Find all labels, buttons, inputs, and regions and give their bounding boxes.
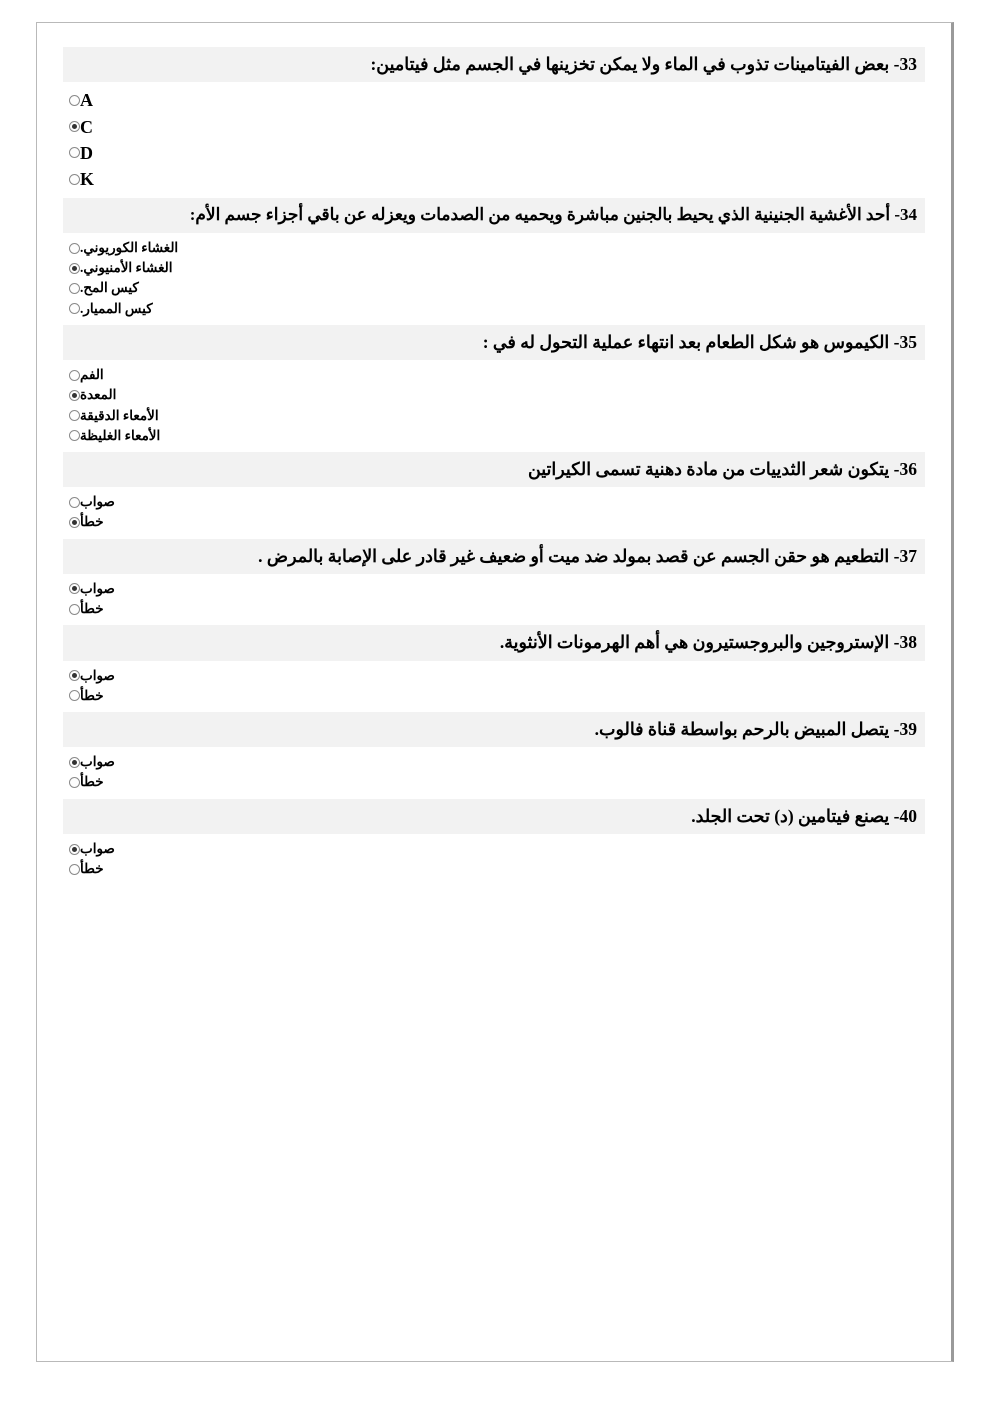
option-row[interactable] (63, 385, 925, 405)
option-group (63, 661, 925, 710)
option-label: المعدة (80, 387, 117, 403)
option-row[interactable] (63, 299, 925, 319)
radio-button-icon[interactable] (69, 303, 80, 314)
radio-button-icon[interactable] (69, 583, 80, 594)
option-label: A (80, 90, 93, 111)
radio-button-icon[interactable] (69, 390, 80, 401)
question-block (63, 799, 925, 884)
question-block (63, 712, 925, 797)
document-page (36, 22, 954, 1362)
option-label: الأمعاء الغليظة (80, 427, 161, 443)
radio-button-icon[interactable] (69, 174, 80, 185)
radio-button-icon[interactable] (69, 757, 80, 768)
option-label: صواب (80, 494, 115, 510)
option-row[interactable] (63, 666, 925, 686)
question-number: 38- (893, 632, 917, 653)
radio-button-icon[interactable] (69, 243, 80, 254)
question-text: أحد الأغشية الجنينية الذي يحيط بالجنين مباشرة ويحميه من الصدمات ويعزله عن باقي أجزاء جسم الأم: (189, 205, 891, 225)
option-label: C (80, 116, 93, 137)
option-label: كيس المح. (80, 280, 139, 296)
radio-button-icon[interactable] (69, 410, 80, 421)
option-row[interactable] (63, 140, 925, 166)
question-block (63, 198, 925, 322)
question-block (63, 47, 925, 196)
radio-button-icon[interactable] (69, 690, 80, 701)
question-text: بعض الفيتامينات تذوب في الماء ولا يمكن تخزينها في الجسم مثل فيتامين: (370, 54, 890, 74)
option-row[interactable] (63, 839, 925, 859)
radio-button-icon[interactable] (69, 670, 80, 681)
question-header (63, 47, 925, 82)
option-label: كيس المميار. (80, 300, 153, 316)
question-number: 34- (894, 205, 917, 225)
option-label: الفم (80, 367, 104, 383)
option-row[interactable] (63, 859, 925, 879)
question-block (63, 625, 925, 710)
option-row[interactable] (63, 166, 925, 192)
option-label: صواب (80, 840, 115, 856)
option-group (63, 834, 925, 883)
question-header (63, 799, 925, 834)
option-row[interactable] (63, 278, 925, 298)
option-row[interactable] (63, 406, 925, 426)
option-row[interactable] (63, 752, 925, 772)
question-header (63, 625, 925, 660)
option-row[interactable] (63, 426, 925, 446)
radio-button-icon[interactable] (69, 517, 80, 528)
radio-button-icon[interactable] (69, 604, 80, 615)
option-label: صواب (80, 667, 115, 683)
option-group (63, 487, 925, 536)
questions-list (37, 23, 951, 895)
question-text: التطعيم هو حقن الجسم عن قصد بمولد ضد ميت أو ضعيف غير قادر على الإصابة بالمرض . (258, 545, 890, 566)
option-row[interactable] (63, 772, 925, 792)
option-row[interactable] (63, 599, 925, 619)
option-row[interactable] (63, 114, 925, 140)
option-group (63, 233, 925, 323)
option-group (63, 360, 925, 450)
question-block (63, 325, 925, 450)
option-row[interactable] (63, 258, 925, 278)
radio-button-icon[interactable] (69, 370, 80, 381)
option-label: خطأ (80, 514, 104, 530)
option-label: خطأ (80, 861, 104, 877)
radio-button-icon[interactable] (69, 777, 80, 788)
question-header (63, 712, 925, 747)
question-number: 40- (893, 805, 917, 826)
option-label: خطأ (80, 687, 104, 703)
question-text: يتكون شعر الثدييات من مادة دهنية تسمى الكيراتين (527, 458, 890, 479)
option-label: صواب (80, 580, 115, 596)
question-header (63, 325, 925, 360)
question-number: 37- (893, 545, 917, 566)
option-row[interactable] (63, 365, 925, 385)
radio-button-icon[interactable] (69, 95, 80, 106)
option-label: K (80, 169, 95, 190)
question-text: يتصل المبيض بالرحم بواسطة قناة فالوب. (594, 719, 890, 739)
question-block (63, 452, 925, 537)
question-header (63, 539, 925, 574)
option-row[interactable] (63, 87, 925, 113)
question-header (63, 452, 925, 487)
option-group (63, 82, 925, 196)
option-row[interactable] (63, 238, 925, 258)
option-label: صواب (80, 754, 115, 770)
radio-button-icon[interactable] (69, 121, 80, 132)
question-text: الكيموس هو شكل الطعام بعد انتهاء عملية التحول له في : (482, 331, 890, 352)
radio-button-icon[interactable] (69, 147, 80, 158)
question-number: 33- (893, 54, 917, 74)
radio-button-icon[interactable] (69, 844, 80, 855)
option-label: الأمعاء الدقيقة (80, 407, 159, 423)
question-number: 36- (893, 458, 917, 479)
radio-button-icon[interactable] (69, 263, 80, 274)
radio-button-icon[interactable] (69, 283, 80, 294)
option-label: الغشاء الأمنيوني. (80, 260, 173, 276)
radio-button-icon[interactable] (69, 864, 80, 875)
option-row[interactable] (63, 686, 925, 706)
question-block (63, 539, 925, 624)
option-group (63, 747, 925, 796)
option-label: الغشاء الكوريوني. (80, 239, 179, 255)
option-label: خطأ (80, 774, 104, 790)
question-text: الإستروجين والبروجستيرون هي أهم الهرمونات الأنثوية. (499, 632, 890, 653)
question-number: 39- (893, 719, 917, 739)
option-row[interactable] (63, 579, 925, 599)
radio-button-icon[interactable] (69, 430, 80, 441)
option-row[interactable] (63, 512, 925, 532)
question-header (63, 198, 925, 233)
option-row[interactable] (63, 492, 925, 512)
question-text: يصنع فيتامين (د) تحت الجلد. (691, 805, 890, 826)
option-label: خطأ (80, 601, 104, 617)
question-number: 35- (893, 331, 917, 352)
option-group (63, 574, 925, 623)
radio-button-icon[interactable] (69, 497, 80, 508)
option-label: D (80, 142, 93, 163)
